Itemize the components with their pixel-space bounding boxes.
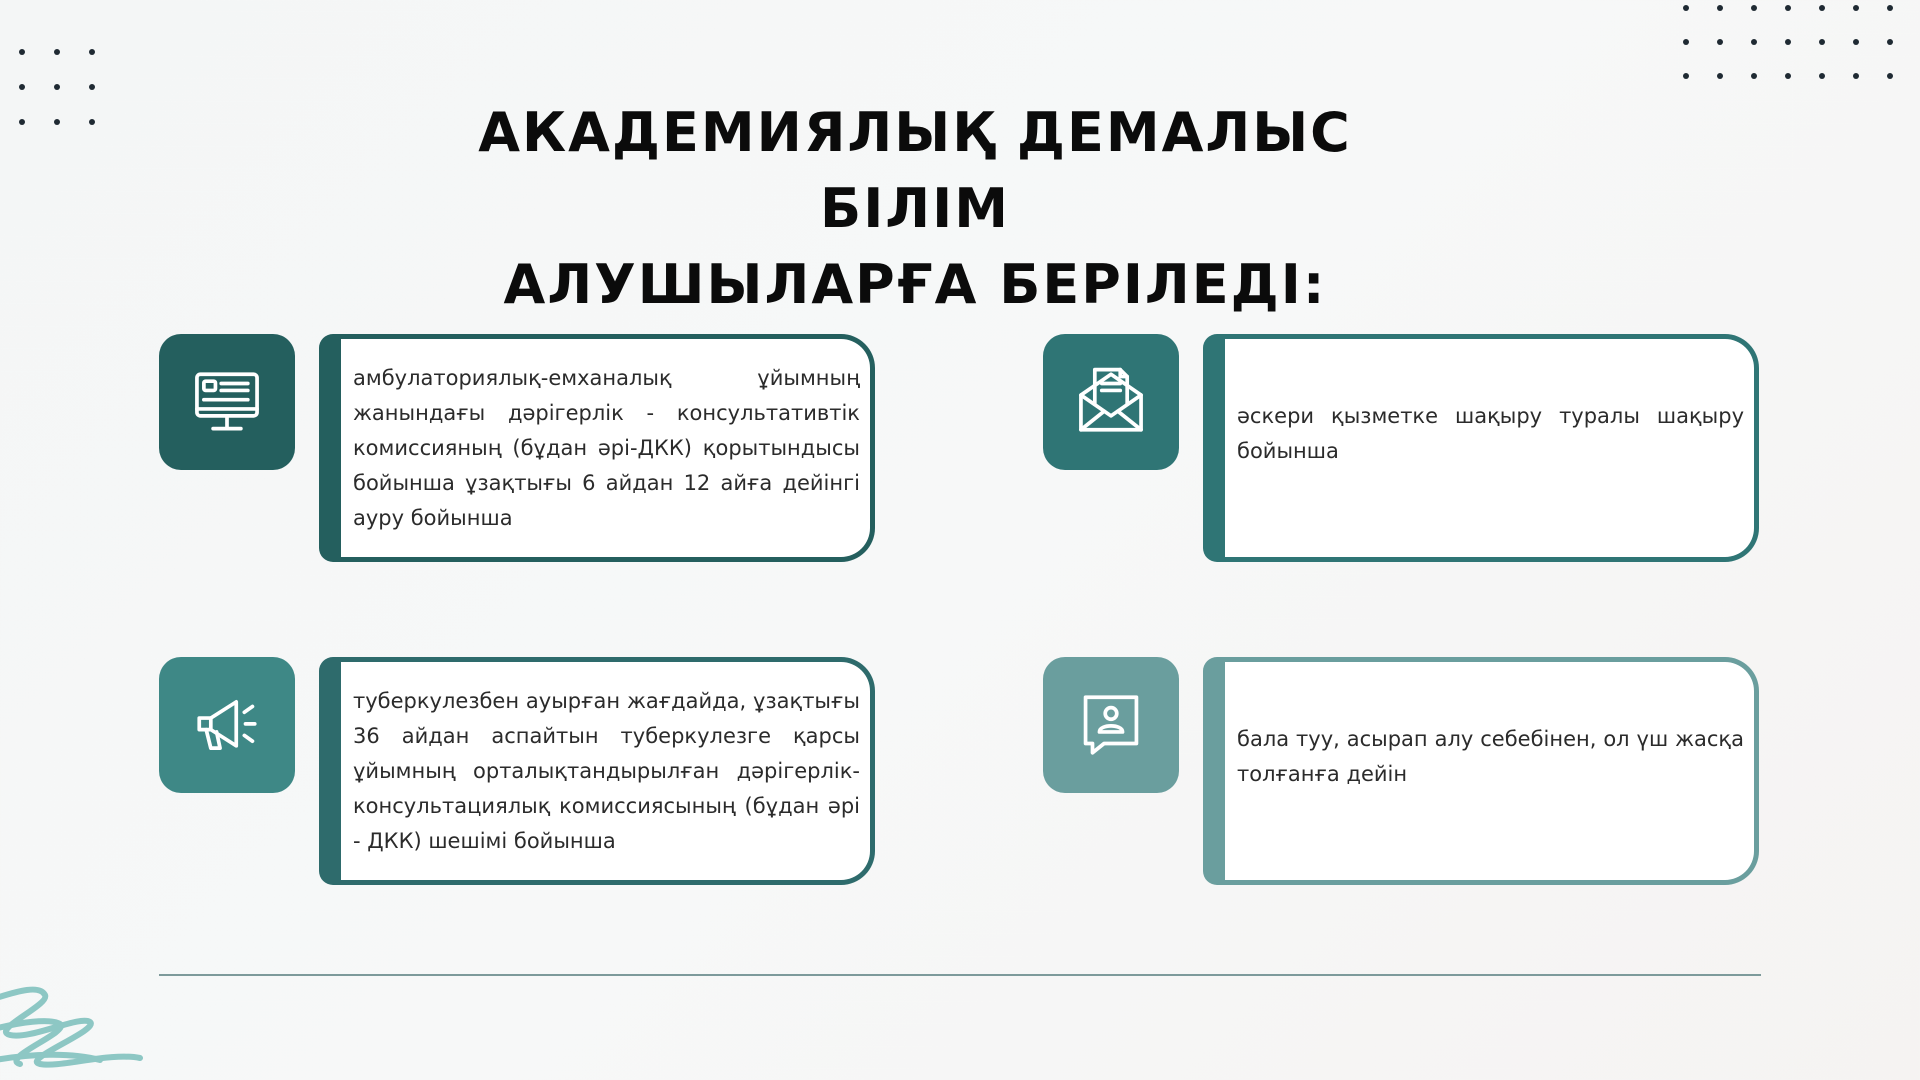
mail-icon-tile [1043,334,1179,470]
contact-card-icon [1074,688,1148,762]
decorative-scribble [0,960,160,1080]
slide-title-line-2: АЛУШЫЛАРҒА БЕРІЛЕДІ: [503,253,1327,316]
info-card-childbirth-text: бала туу, асырап алу себебінен, ол үш жасқа толғанға дейін [1237,727,1744,786]
info-card-tuberculosis [319,657,875,885]
megaphone-icon [190,688,264,762]
slide-title [380,95,1450,323]
megaphone-icon-tile [159,657,295,793]
bottom-divider [159,974,1761,976]
info-card-illness [319,334,875,562]
mail-icon [1074,365,1148,439]
info-card-tuberculosis-text: туберкулезбен ауырған жағдайда, ұзақтығы 36 айдан аспайтын туберкулезге қарсы ұйымның орталықтандырылған дәрігерлік-консультациялық комиссиясының (бұдан әрі - ДКК) шешімі бойынша [353,689,860,853]
decorative-dots-left [19,49,95,125]
info-card-military [1203,334,1759,562]
contact-card-icon-tile [1043,657,1179,793]
info-card-military-text: әскери қызметке шақыру туралы шақыру бойынша [1237,404,1744,463]
slide-title-line-1: АКАДЕМИЯЛЫҚ ДЕМАЛЫС БІЛІМ [478,101,1352,240]
info-card-childbirth [1203,657,1759,885]
monitor-icon [190,365,264,439]
monitor-icon-tile [159,334,295,470]
decorative-dots-right [1683,5,1920,79]
info-card-illness-text: амбулаториялық-емханалық ұйымның жанындағы дәрігерлік - консультативтік комиссияның (бұдан әрі-ДКК) қорытындысы бойынша ұзақтығы 6 айдан 12 айға дейінгі ауру бойынша [353,366,860,530]
